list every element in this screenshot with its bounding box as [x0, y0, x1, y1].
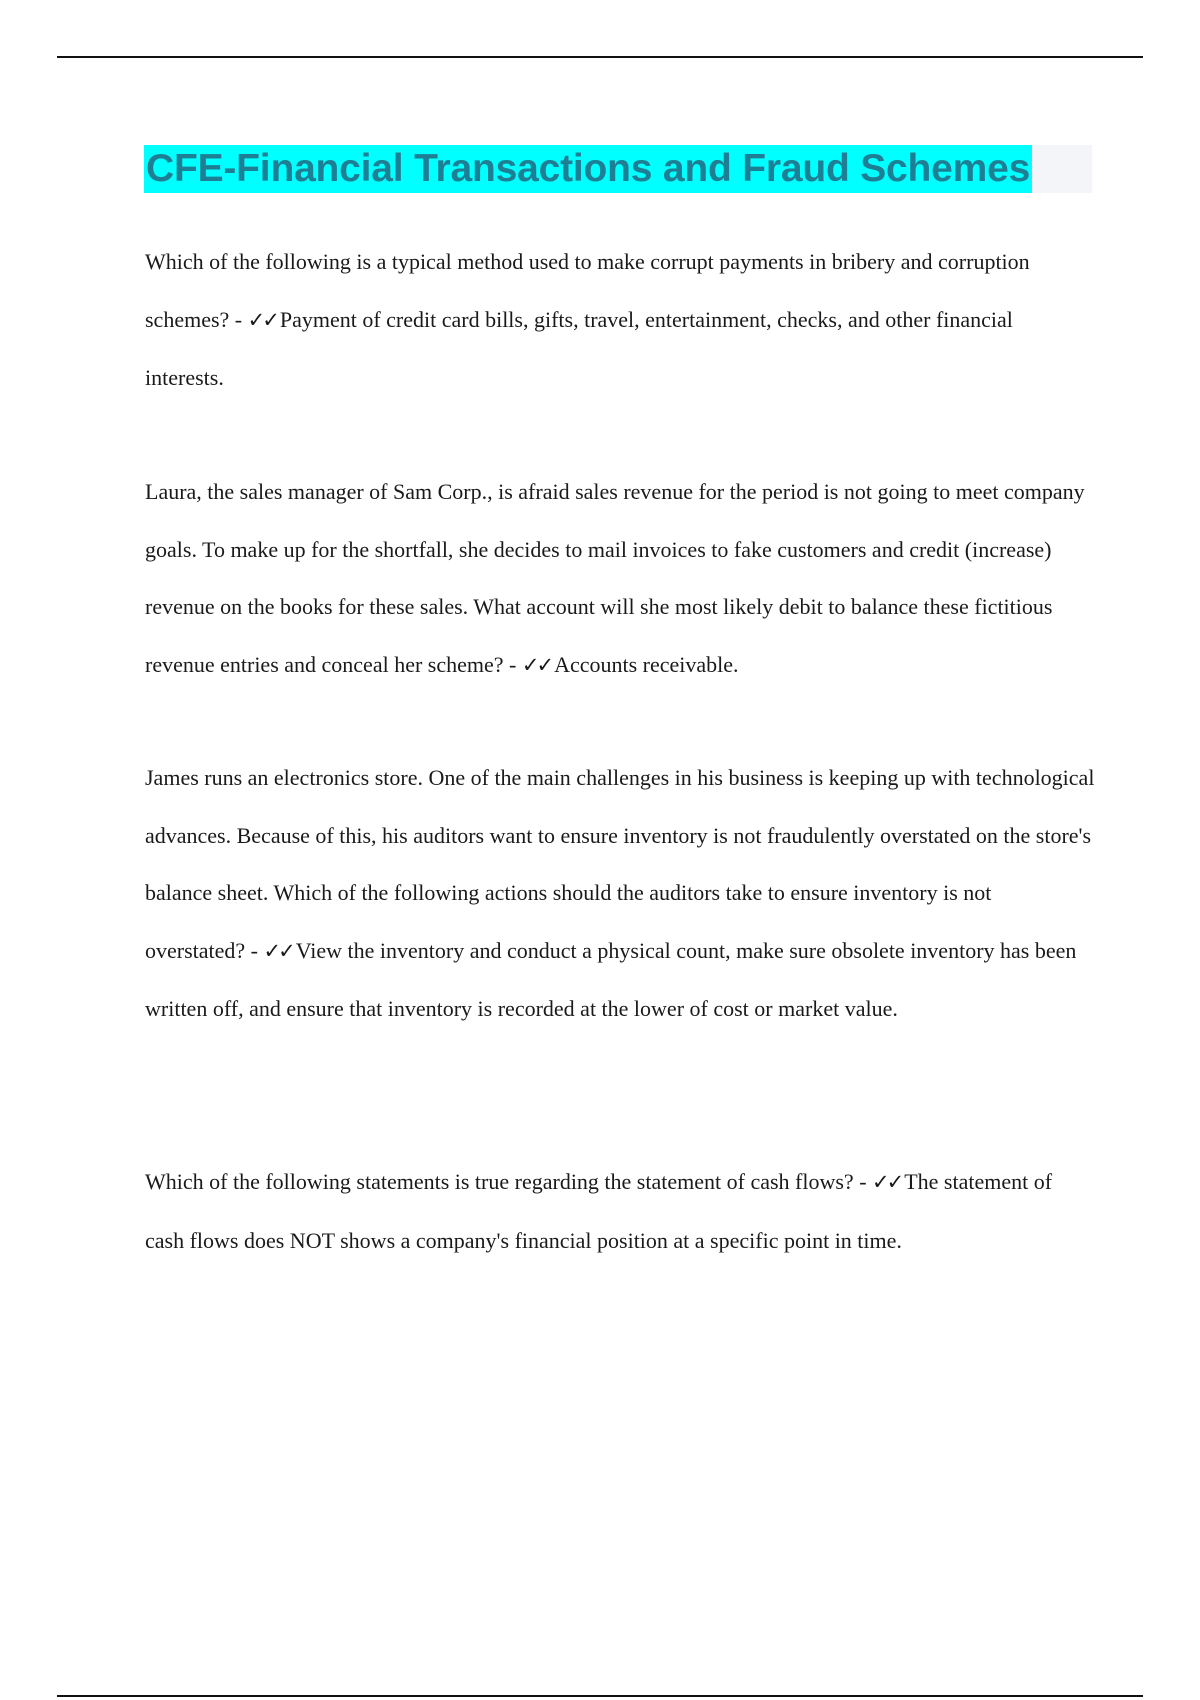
bottom-rule [57, 1695, 1143, 1697]
top-rule [57, 56, 1143, 58]
separator: - [229, 306, 248, 332]
qa-item-4 [145, 1153, 1095, 1269]
qa-item-1 [145, 233, 1095, 407]
double-check-icon: ✓✓ [263, 938, 293, 963]
double-check-icon: ✓✓ [521, 652, 552, 677]
document-title: CFE-Financial Transactions and Fraud Schemes [144, 145, 1032, 193]
qa-item-3 [145, 749, 1095, 1038]
question-text: Which of the following statements is true regarding the statement of cash flows? [145, 1169, 854, 1194]
answer-text: Payment of credit card bills, gifts, travel, entertainment, checks, and other financial interests. [145, 306, 1013, 390]
question-text: Which of the following is a typical method used to make corrupt payments in bribery and corruption schemes? [145, 249, 1030, 332]
separator: - [503, 651, 522, 677]
double-check-icon: ✓✓ [247, 307, 277, 332]
question-text: Laura, the sales manager of Sam Corp., is afraid sales revenue for the period is not going to meet company goals. To make up for the shortfall, she decides to mail invoices to fake customers and credit (increase) revenue on the books for these sales. What account will she most likely debit to balance these fictitious revenue entries and conceal her scheme? [145, 479, 1085, 677]
qa-item-2 [145, 463, 1095, 694]
answer-text: The statement of cash flows does NOT shows a company's financial position at a specific point in time. [145, 1169, 1053, 1253]
answer-text: View the inventory and conduct a physical count, make sure obsolete inventory has been written off, and ensure that inventory is recorded at the lower of cost or market value. [145, 937, 1077, 1021]
separator: - [853, 1169, 873, 1194]
separator: - [245, 937, 264, 963]
title-bar [144, 145, 1092, 193]
double-check-icon: ✓✓ [872, 1170, 902, 1194]
answer-text: Accounts receivable. [554, 651, 739, 677]
question-text: James runs an electronics store. One of the main challenges in his business is keeping up with technological advances. Because of this, his auditors want to ensure inventory is not fraudulently overstated on the store's balance sheet. Which of the following actions should the auditors take to ensure inventory is not overstated? [145, 765, 1095, 963]
